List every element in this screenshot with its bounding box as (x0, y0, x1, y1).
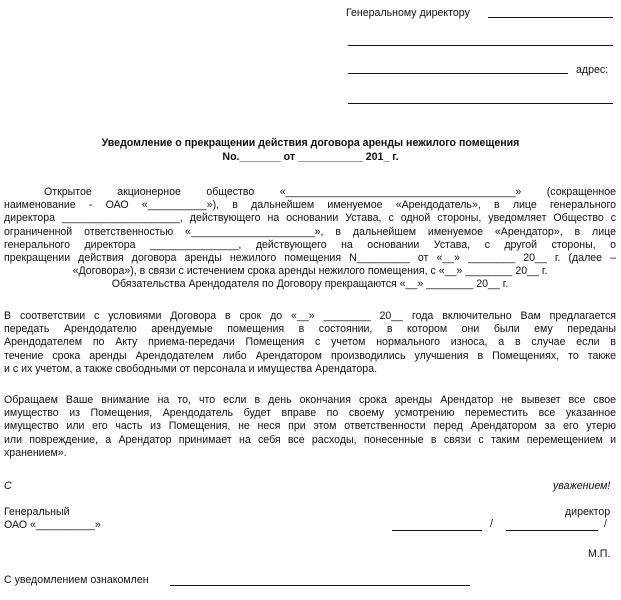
paragraph-line: Обязательства Арендодателя по Договору прекращаются «__» ________ 20__ г. (111, 278, 509, 291)
signature-slash-2: / (604, 518, 607, 530)
paragraph-line: В соответствии с условиями Договора в срок до «__» ________ 20__ года включительно Вам предлагается (4, 310, 616, 322)
acknowledgement-line (170, 585, 470, 586)
paragraph-line: «Договора»), в связи с истечением срока аренды нежилого помещения, с «__» ________ 20__ г. (72, 265, 548, 278)
address-line (348, 103, 613, 104)
signer-title-general: Генеральный (4, 506, 70, 518)
paragraph-notice (4, 186, 616, 292)
signer-company: ОАО «__________» (4, 519, 101, 531)
paragraph-terms (4, 310, 616, 376)
paragraph-line: и с их учетом, а также свободными от персонала и имущества Арендатора. (4, 362, 378, 375)
document-title: Уведомление о прекращении действия договора аренды нежилого помещения (101, 137, 520, 149)
recipient-name-line (488, 17, 613, 18)
paragraph-line: директора ____________________, действующего на основании Устава, с одной стороны, уведомляет Общество с (4, 212, 616, 225)
paragraph-line: имущество из Помещения, Арендодатель будет вправе по своему усмотрению переместить все указанное (4, 407, 616, 420)
acknowledgement-label: С уведомлением ознакомлен (4, 574, 149, 586)
paragraph-line: Открытое акционерное общество «_______________________________________» (сокращенное (44, 186, 616, 198)
paragraph-line: течение срока аренды Арендодателем либо Арендатором производились улучшения в Помещениях, то также (4, 349, 616, 362)
paragraph-line: Арендодателем по Акту приема-передачи Помещения с учетом нормального износа, а в случае если в (4, 336, 616, 349)
stamp-place: М.П. (588, 548, 611, 560)
closing-respect: уважением! (553, 480, 611, 492)
paragraph-line: наименование - ОАО «__________»), в дальнейшем именуемое «Арендодатель», в лице генерального (4, 199, 616, 212)
paragraph-line: хранением». (4, 446, 67, 459)
signature-slash-1: / (490, 518, 493, 530)
paragraph-line: прекращении действия договора аренды нежилого помещения N_________ от «__» ________ 20__ г. (далее – (4, 252, 616, 265)
paragraph-line: генерального директора _______________, действующего на основании Устава, с другой стороны, о (4, 238, 616, 251)
recipient-line-3 (348, 73, 568, 74)
paragraph-warning (4, 394, 616, 460)
signature-name-line (506, 530, 598, 531)
paragraph-line: Обращаем Ваше внимание на то, что если в день окончания срока аренды Арендатор не вывезет все свое (4, 394, 616, 406)
paragraph-line: ограниченной ответственностью «_____________________», в дальнейшем именуемое «Арендатор», в лице (4, 225, 616, 238)
signer-title-director: директор (565, 506, 611, 518)
paragraph-line: имущество или его часть из Помещения, не неся при этом ответственности перед Арендатором за его утерю (4, 420, 616, 433)
paragraph-line: передать Арендодателю арендуемые помещения в состоянии, в котором они были ему переданы (4, 323, 616, 336)
paragraph-line: или повреждение, а Арендатор принимает на себя все расходы, понесенные в связи с таким перемещением и (4, 433, 616, 446)
document-number-line: No._______ от ___________ 201_ г. (222, 151, 399, 163)
closing-with: С (4, 480, 12, 492)
address-label: адрес: (576, 64, 609, 76)
recipient-line-2 (348, 45, 613, 46)
signature-line (392, 530, 482, 531)
recipient-label: Генеральному директору (346, 7, 470, 19)
